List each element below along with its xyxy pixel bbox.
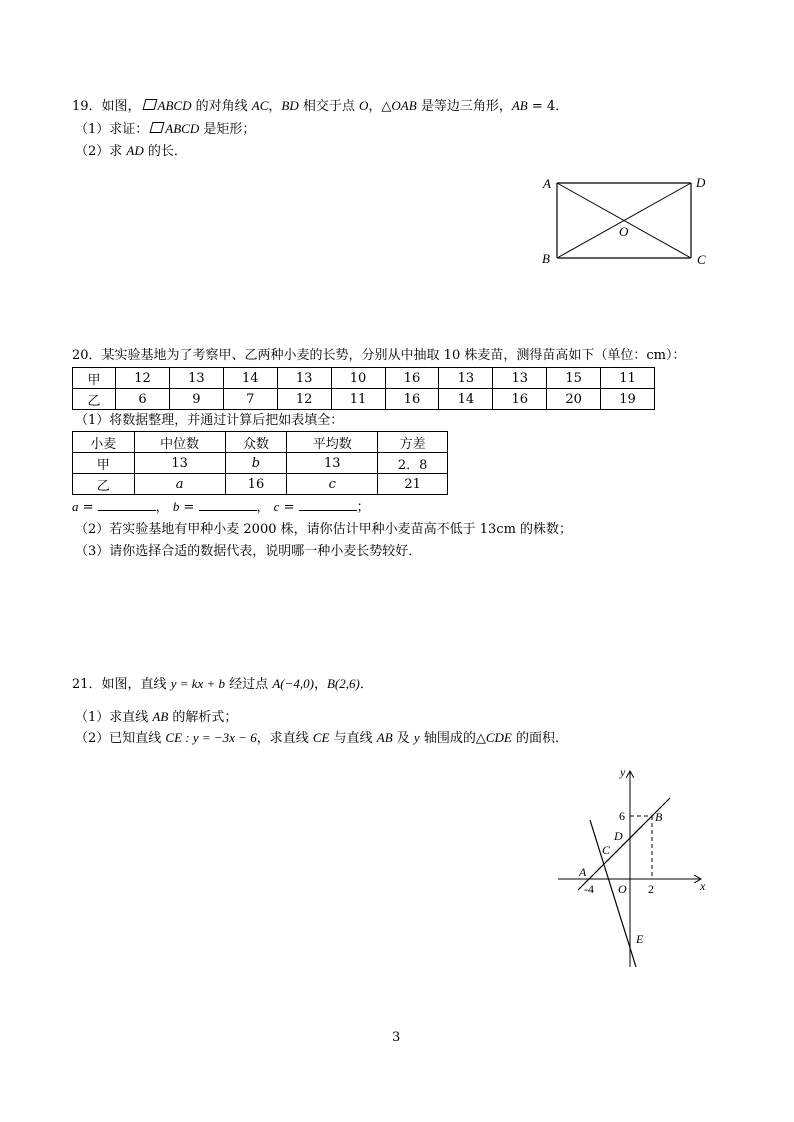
table-cell: 13 <box>134 453 225 474</box>
table-row <box>73 453 448 474</box>
table-cell: 14 <box>439 389 493 410</box>
table-row <box>73 389 655 410</box>
table-cell: 12 <box>277 389 331 410</box>
table-cell: 13 <box>493 368 547 389</box>
label-a: A <box>543 176 551 191</box>
q21-part2: （2）已知直线 CE : y = −3x − 6，求直线 CE 与直线 AB 及 y 轴围成的△CDE 的面积． <box>75 730 568 746</box>
table-cell: 21 <box>378 474 448 495</box>
table-cell: 11 <box>331 389 385 410</box>
table-cell: 14 <box>223 368 277 389</box>
label-d: D <box>614 829 623 843</box>
q20-part1: （1）将数据整理，并通过计算后把如表填全： <box>75 413 344 428</box>
table-cell: 13 <box>169 368 223 389</box>
table-cell: 12 <box>116 368 170 389</box>
q20-part3: （3）请你选择合适的数据代表，说明哪一种小麦长势较好． <box>75 544 422 559</box>
table-cell: 13 <box>277 368 331 389</box>
table-cell: 13 <box>439 368 493 389</box>
q20-raw-data-table <box>72 367 655 410</box>
q21-coordinate-graph <box>550 762 720 972</box>
table-cell: 平均数 <box>287 432 378 453</box>
line-ce <box>590 820 636 967</box>
table-cell: 20 <box>547 389 601 410</box>
parallelogram-icon <box>142 99 157 110</box>
table-cell: 16 <box>385 389 439 410</box>
q21-statement: 21．如图，直线 y = kx + b 经过点 A(−4,0)，B(2,6)． <box>72 676 373 692</box>
label-o: O <box>619 224 629 239</box>
q21-part1: （1）求直线 AB 的解析式； <box>75 709 238 725</box>
table-cell: 19 <box>601 389 655 410</box>
page-number: 3 <box>392 1030 401 1045</box>
answer-blank-a[interactable] <box>98 498 156 511</box>
tick-y-6: 6 <box>619 809 625 823</box>
tick-x-2: 2 <box>648 882 654 896</box>
table-cell: 15 <box>547 368 601 389</box>
label-e: E <box>636 932 644 946</box>
label-b: B <box>655 810 663 824</box>
table-cell: 方差 <box>378 432 448 453</box>
q20-part2: （2）若实验基地有甲种小麦 2000 株，请你估计甲种小麦苗高不低于 13cm 的株数； <box>75 522 573 537</box>
table-cell: b <box>225 453 287 474</box>
table-row <box>73 368 655 389</box>
x-axis-label: x <box>700 879 706 893</box>
table-cell: a <box>134 474 225 495</box>
table-cell: 10 <box>331 368 385 389</box>
table-cell: 16 <box>493 389 547 410</box>
table-cell: 11 <box>601 368 655 389</box>
table-cell: 众数 <box>225 432 287 453</box>
tick-x-neg4: -4 <box>584 882 594 896</box>
q20-intro: 20．某实验基地为了考察甲、乙两种小麦的长势，分别从中抽取 10 株麦苗，测得苗高如下（单位：cm）： <box>72 348 686 363</box>
label-b: B <box>542 251 550 266</box>
q19-part1: （1）求证： ABCD 是矩形； <box>75 121 256 137</box>
y-axis-label: y <box>620 765 626 779</box>
parallelogram-icon <box>150 122 165 133</box>
q20-stats-table <box>72 431 448 495</box>
table-row <box>73 474 448 495</box>
table-cell: 13 <box>287 453 378 474</box>
table-cell: 2．8 <box>378 453 448 474</box>
answer-blank-b[interactable] <box>199 498 257 511</box>
table-cell: c <box>287 474 378 495</box>
q19-rectangle-figure <box>538 172 718 272</box>
label-a: A <box>579 865 587 879</box>
table-cell: 9 <box>169 389 223 410</box>
q19-part2: （2）求 AD 的长． <box>75 143 187 159</box>
table-cell: 中位数 <box>134 432 225 453</box>
q19-statement: 19．如图， ABCD 的对角线 AC，BD 相交于点 O，△OAB 是等边三角形，AB = 4． <box>72 98 569 114</box>
label-d: D <box>696 175 706 190</box>
origin-label: O <box>618 882 627 896</box>
table-cell: 7 <box>223 389 277 410</box>
label-c: C <box>697 252 706 267</box>
answer-blank-c[interactable] <box>299 498 357 511</box>
q20-blanks: a = ， b = ， c = ； <box>72 499 370 515</box>
table-cell: 乙 <box>73 474 135 495</box>
table-cell: 甲 <box>73 368 116 389</box>
table-cell: 乙 <box>73 389 116 410</box>
table-cell: 6 <box>116 389 170 410</box>
table-cell: 16 <box>385 368 439 389</box>
table-cell: 16 <box>225 474 287 495</box>
label-c: C <box>602 843 611 857</box>
table-row <box>73 432 448 453</box>
table-cell: 小麦 <box>73 432 135 453</box>
table-cell: 甲 <box>73 453 135 474</box>
